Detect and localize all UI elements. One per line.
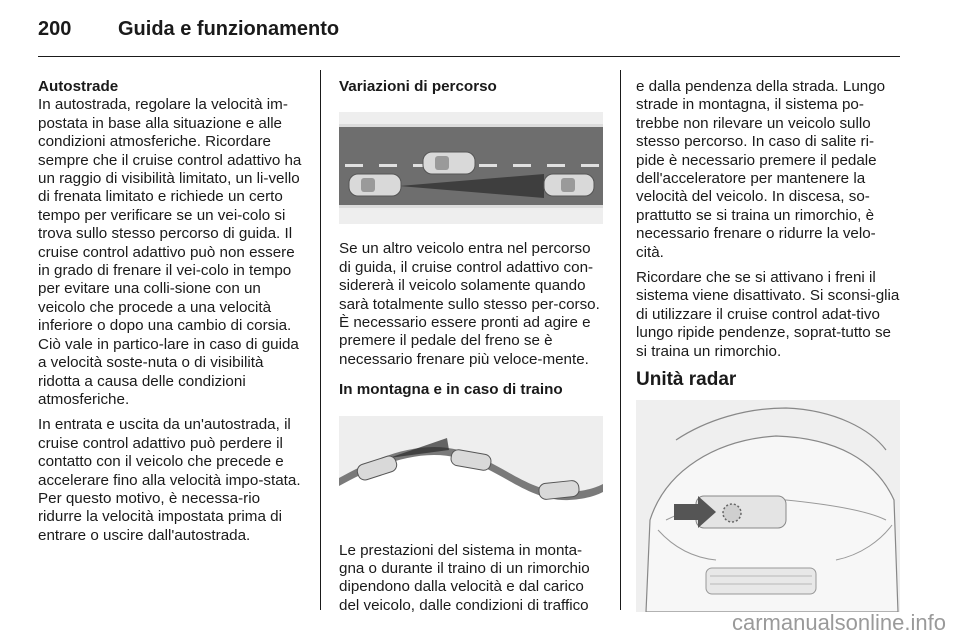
lane-change-illustration	[339, 112, 603, 224]
car-front-radar-icon	[636, 400, 900, 612]
chapter-title: Guida e funzionamento	[118, 18, 340, 40]
section-heading-radar: Unità radar	[636, 369, 737, 391]
page-header	[38, 14, 900, 54]
column-3	[636, 78, 902, 612]
hill-cars-icon	[339, 416, 603, 526]
watermark: carmanualsonline.info	[731, 610, 946, 635]
section-heading-variazioni: Variazioni di percorso	[339, 78, 497, 95]
hill-illustration	[339, 416, 603, 526]
column-1	[38, 78, 304, 552]
paragraph: In autostrada, regolare la velocità im-postata in base alla situazione e alle condizioni atmosferiche. Ricordare sempre che il cruise control adattivo ha un raggio di visibilità limitato, un li-vello di frenata limitato e richiede un certo tempo per verificare se un vei-colo si trova sullo stesso percorso di guida. Il cruise control adattivo può non essere in grado di frenare il vei-colo in tempo per evitare una colli-sione con un veicolo che procede a una velocità inferiore o dopo una cambio di corsia. Ciò vale in partico-lare in caso di guida a velocità soste-nuta o di visibilità ridotta a causa delle condizioni atmosferiche.	[38, 96, 302, 408]
page-number: 200	[38, 18, 72, 40]
section-heading-autostrade: Autostrade	[38, 78, 119, 95]
paragraph: Le prestazioni del sistema in monta-gna o durante il traino di un rimorchio dipendono dalla velocità e dal carico del veicolo, dalle condizioni di traffico	[339, 541, 590, 614]
column-divider-1	[320, 70, 321, 610]
paragraph: Se un altro veicolo entra nel percorso di guida, il cruise control adattivo con-sidererà il veicolo solamente quando sarà totalmente sullo stesso per-corso. È necessario essere pronti ad agire e premere il pedale del freno se è necessario frenare più veloce-mente.	[339, 240, 600, 368]
column-2	[339, 78, 603, 622]
radar-unit-illustration	[636, 400, 900, 612]
header-rule	[38, 56, 900, 57]
section-heading-montagna: In montagna e in caso di traino	[339, 381, 563, 399]
paragraph: In entrata e uscita da un'autostrada, il cruise control adattivo può perdere il contatto con il veicolo che precede e accelerare fino alla velocità impo-stata. Per questo motivo, è necessa-rio ridurre la velocità impostata prima di entrare o uscire dall'autostrada.	[38, 416, 301, 544]
paragraph: Ricordare che se si attivano i freni il sistema viene disattivato. Si sconsi-glia di utilizzare il cruise control adat-tivo lungo ripide pendenze, soprat-tutto se si traina un rimorchio.	[636, 269, 900, 360]
paragraph: e dalla pendenza della strada. Lungo strade in montagna, il sistema po-trebbe non rilevare un veicolo sullo stesso percorso. In caso di salite ri-pide è necessario premere il pedale dell'acceleratore per mantenere la velocità del veicolo. In discesa, so-prattutto se si traina un rimorchio, è necessario frenare o ridurre la velo-cità.	[636, 78, 886, 261]
lane-change-cars-icon	[339, 112, 603, 224]
column-divider-2	[620, 70, 621, 610]
